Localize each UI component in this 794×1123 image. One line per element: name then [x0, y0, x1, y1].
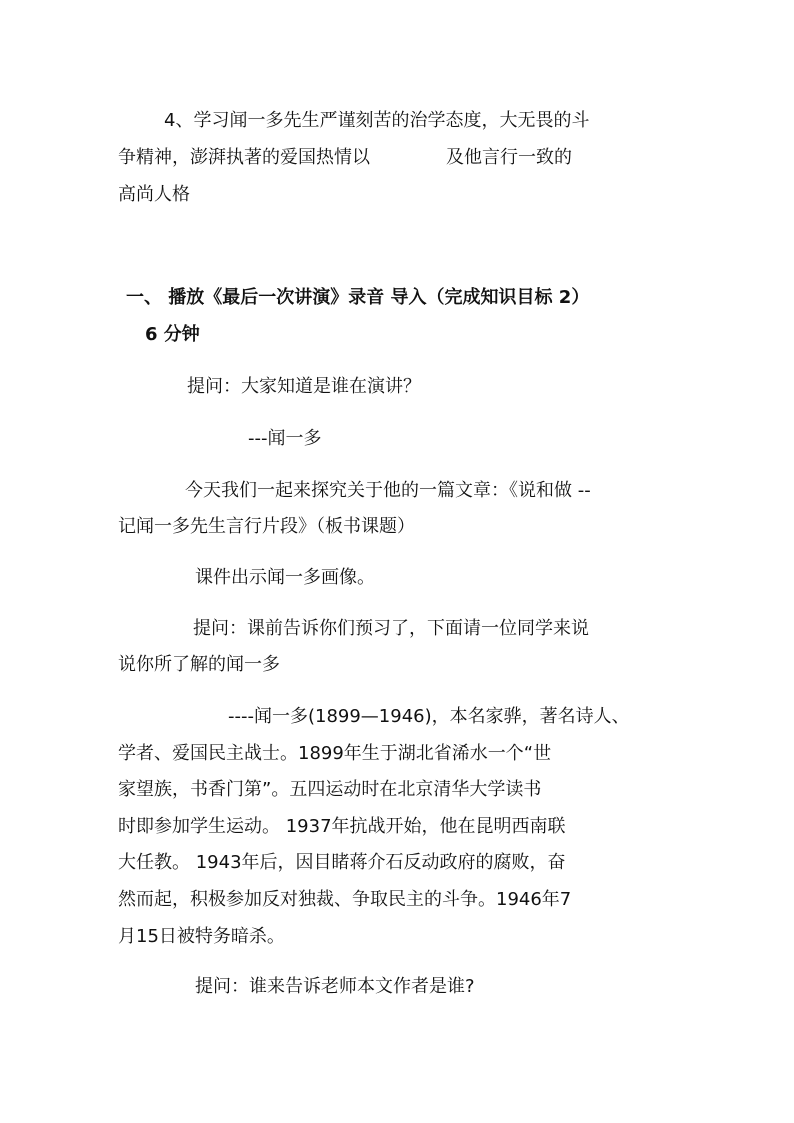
intro-line-1: 今天我们一起来探究关于他的一篇文章：《说和做 --: [185, 480, 591, 501]
bio-line-7: 月15日被特务暗杀。: [118, 926, 285, 947]
objective-4-line-2: [118, 145, 572, 171]
question-2-line-1: 提问：课前告诉你们预习了，下面请一位同学来说: [193, 618, 589, 639]
courseware-note: 课件出示闻一多画像。: [195, 567, 375, 588]
bio-line-2: 学者、爱国民主战士。1899年生于湖北省浠水一个“世: [118, 743, 552, 764]
question-3: 提问：谁来告诉老师本文作者是谁?: [195, 976, 475, 997]
question-1: 提问：大家知道是谁在演讲？: [187, 376, 421, 397]
answer-1: ---闻一多: [248, 428, 322, 449]
section-1-duration: 6 分钟: [145, 324, 200, 345]
objective-4-line-2-part-a: 争精神，澎湃执著的爱国热情以: [118, 147, 370, 168]
bio-line-4: 时即参加学生运动。 1937年抗战开始，他在昆明西南联: [118, 816, 566, 837]
objective-4-line-1: 4、学习闻一多先生严谨刻苦的治学态度，大无畏的斗: [164, 110, 590, 131]
bio-line-6: 然而起，积极参加反对独裁、争取民主的斗争。1946年7: [118, 889, 572, 910]
question-2-line-2: 说你所了解的闻一多: [118, 654, 280, 675]
objective-4-line-2-part-b: 及他言行一致的: [446, 147, 572, 168]
intro-line-2: 记闻一多先生言行片段》（板书课题）: [118, 516, 415, 537]
bio-line-3: 家望族，书香门第”。五四运动时在北京清华大学读书: [118, 779, 542, 800]
bio-line-5: 大任教。 1943年后，因目睹蒋介石反动政府的腐败，奋: [118, 852, 566, 873]
section-1-heading: 一、 播放《最后一次讲演》录音 导入（完成知识目标 2）: [126, 287, 590, 308]
objective-4-line-3: 高尚人格: [118, 184, 190, 205]
bio-line-1: ----闻一多(1899—1946)，本名家骅，著名诗人、: [228, 706, 630, 727]
